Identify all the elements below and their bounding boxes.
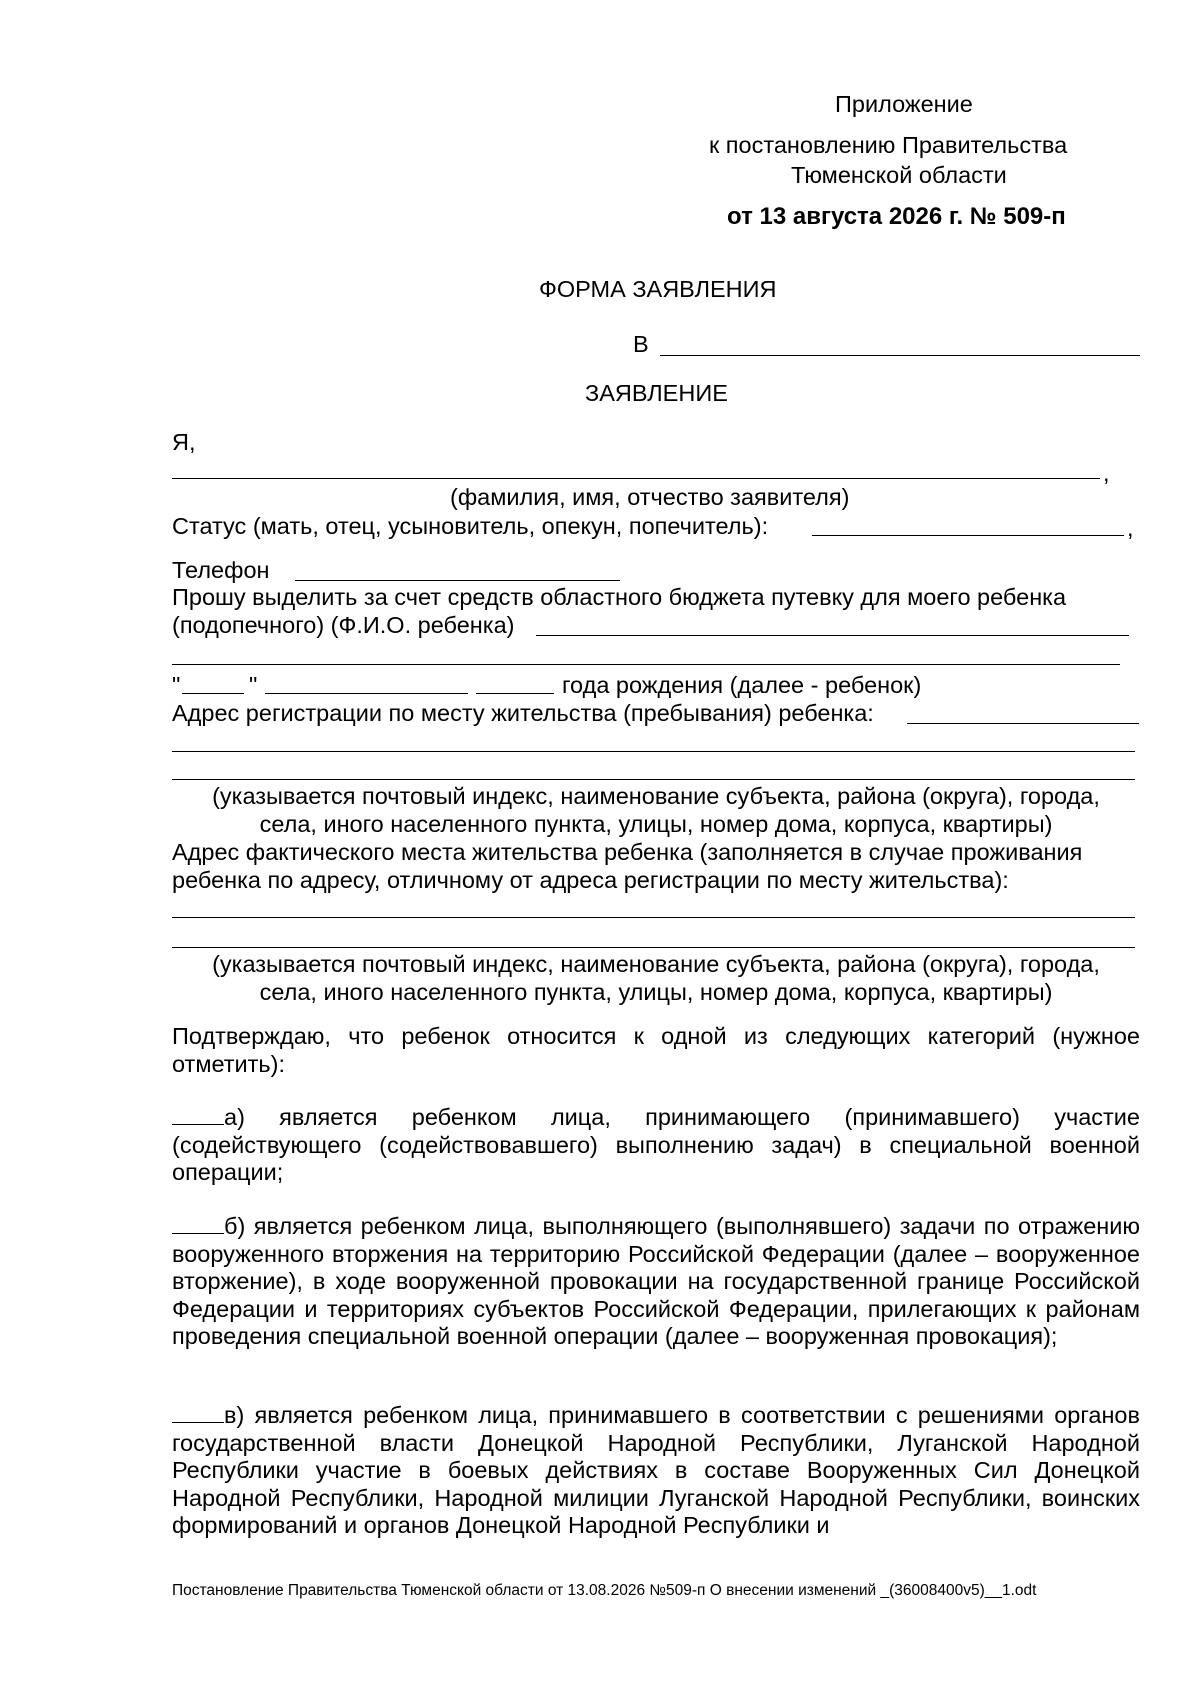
reg-address-field-3[interactable] [172, 779, 1135, 780]
document-title: ЗАЯВЛЕНИЕ [585, 380, 728, 406]
category-a [172, 1104, 1140, 1187]
address-hint-2: села, иного населенного пункта, улицы, номер дома, корпуса, квартиры) [259, 811, 1053, 837]
recipient-field[interactable] [660, 355, 1140, 356]
address-hint-3: (указывается почтовый индекс, наименование субъекта, района (округа), города, [212, 951, 1100, 977]
dob-quote-close: " [249, 672, 258, 698]
appendix-label: Приложение [835, 91, 973, 117]
to-label: В [633, 331, 649, 357]
actual-address-field-2[interactable] [172, 947, 1135, 948]
phone-label: Телефон [172, 557, 270, 583]
category-b-checkbox[interactable] [172, 1213, 224, 1234]
status-label: Статус (мать, отец, усыновитель, опекун, попечитель): [172, 513, 769, 539]
category-b-text: б) является ребенком лица, выполняющего (выполнявшего) задачи по отражению вооруженного вторжения на территорию Российской Федерации (далее – вооруженное вторжение), в ходе вооруженной провокации на государственной границе Российской Федерации и территориях субъектов Российской Федерации, прилегающих к районам проведения специальной военной операции (далее – вооруженная провокация); [172, 1213, 1140, 1349]
request-line-1: Прошу выделить за счет средств областного бюджета путевку для моего ребенка [172, 584, 1067, 610]
status-field[interactable] [812, 535, 1124, 536]
reg-address-label: Адрес регистрации по месту жительства (пребывания) ребенка: [172, 700, 874, 726]
document-footer: Постановление Правительства Тюменской области от 13.08.2026 №509-п О внесении изменений _(36008400v5)__1.odt [172, 1582, 1037, 1599]
category-b [172, 1213, 1140, 1351]
dob-day-field[interactable] [182, 693, 244, 694]
category-a-checkbox[interactable] [172, 1104, 224, 1125]
resolution-date-number: от 13 августа 2026 г. № 509-п [727, 203, 1066, 230]
child-fio-field[interactable] [536, 635, 1129, 636]
dob-label: года рождения (далее - ребенок) [562, 672, 922, 698]
resolution-label: к постановлению Правительства [709, 132, 1068, 158]
phone-field[interactable] [295, 580, 620, 581]
child-fio-field-2[interactable] [172, 664, 1120, 665]
actual-address-line-2: ребенка по адресу, отличному от адреса регистрации по месту жительства): [172, 867, 1009, 893]
reg-address-field-1[interactable] [907, 723, 1139, 724]
reg-address-field-2[interactable] [172, 751, 1135, 752]
dob-quote-open: " [172, 672, 181, 698]
fio-comma: , [1103, 460, 1110, 486]
dob-year-field[interactable] [476, 693, 554, 694]
actual-address-field-1[interactable] [172, 917, 1135, 918]
i-label: Я, [172, 429, 196, 455]
dob-month-field[interactable] [265, 693, 468, 694]
status-comma: , [1127, 515, 1134, 541]
category-a-text: а) является ребенком лица, принимающего (принимавшего) участие (содействующего (содействовавшего) выполнению задач) в специальной военной операции; [172, 1104, 1140, 1185]
category-c [172, 1402, 1140, 1540]
region-label: Тюменской области [791, 162, 1007, 188]
fio-hint: (фамилия, имя, отчество заявителя) [450, 484, 850, 510]
confirm-text: Подтверждаю, что ребенок относится к одной из следующих категорий (нужное отметить): [172, 1023, 1140, 1077]
applicant-fio-field[interactable] [172, 478, 1100, 479]
address-hint-1: (указывается почтовый индекс, наименование субъекта, района (округа), города, [212, 783, 1100, 809]
request-line-2: (подопечного) (Ф.И.О. ребенка) [172, 612, 515, 638]
category-c-text: в) является ребенком лица, принимавшего в соответствии с решениями органов государственной власти Донецкой Народной Республики, Луганской Народной Республики участие в боевых действиях в составе Вооруженных Сил Донецкой Народной Республики, Народной милиции Луганской Народной Республики, воинских формирований и органов Донецкой Народной Республики и [172, 1402, 1140, 1538]
category-c-checkbox[interactable] [172, 1402, 224, 1423]
form-title: ФОРМА ЗАЯВЛЕНИЯ [539, 276, 777, 302]
actual-address-line-1: Адрес фактического места жительства ребенка (заполняется в случае проживания [172, 839, 1083, 865]
address-hint-4: села, иного населенного пункта, улицы, номер дома, корпуса, квартиры) [259, 979, 1053, 1005]
